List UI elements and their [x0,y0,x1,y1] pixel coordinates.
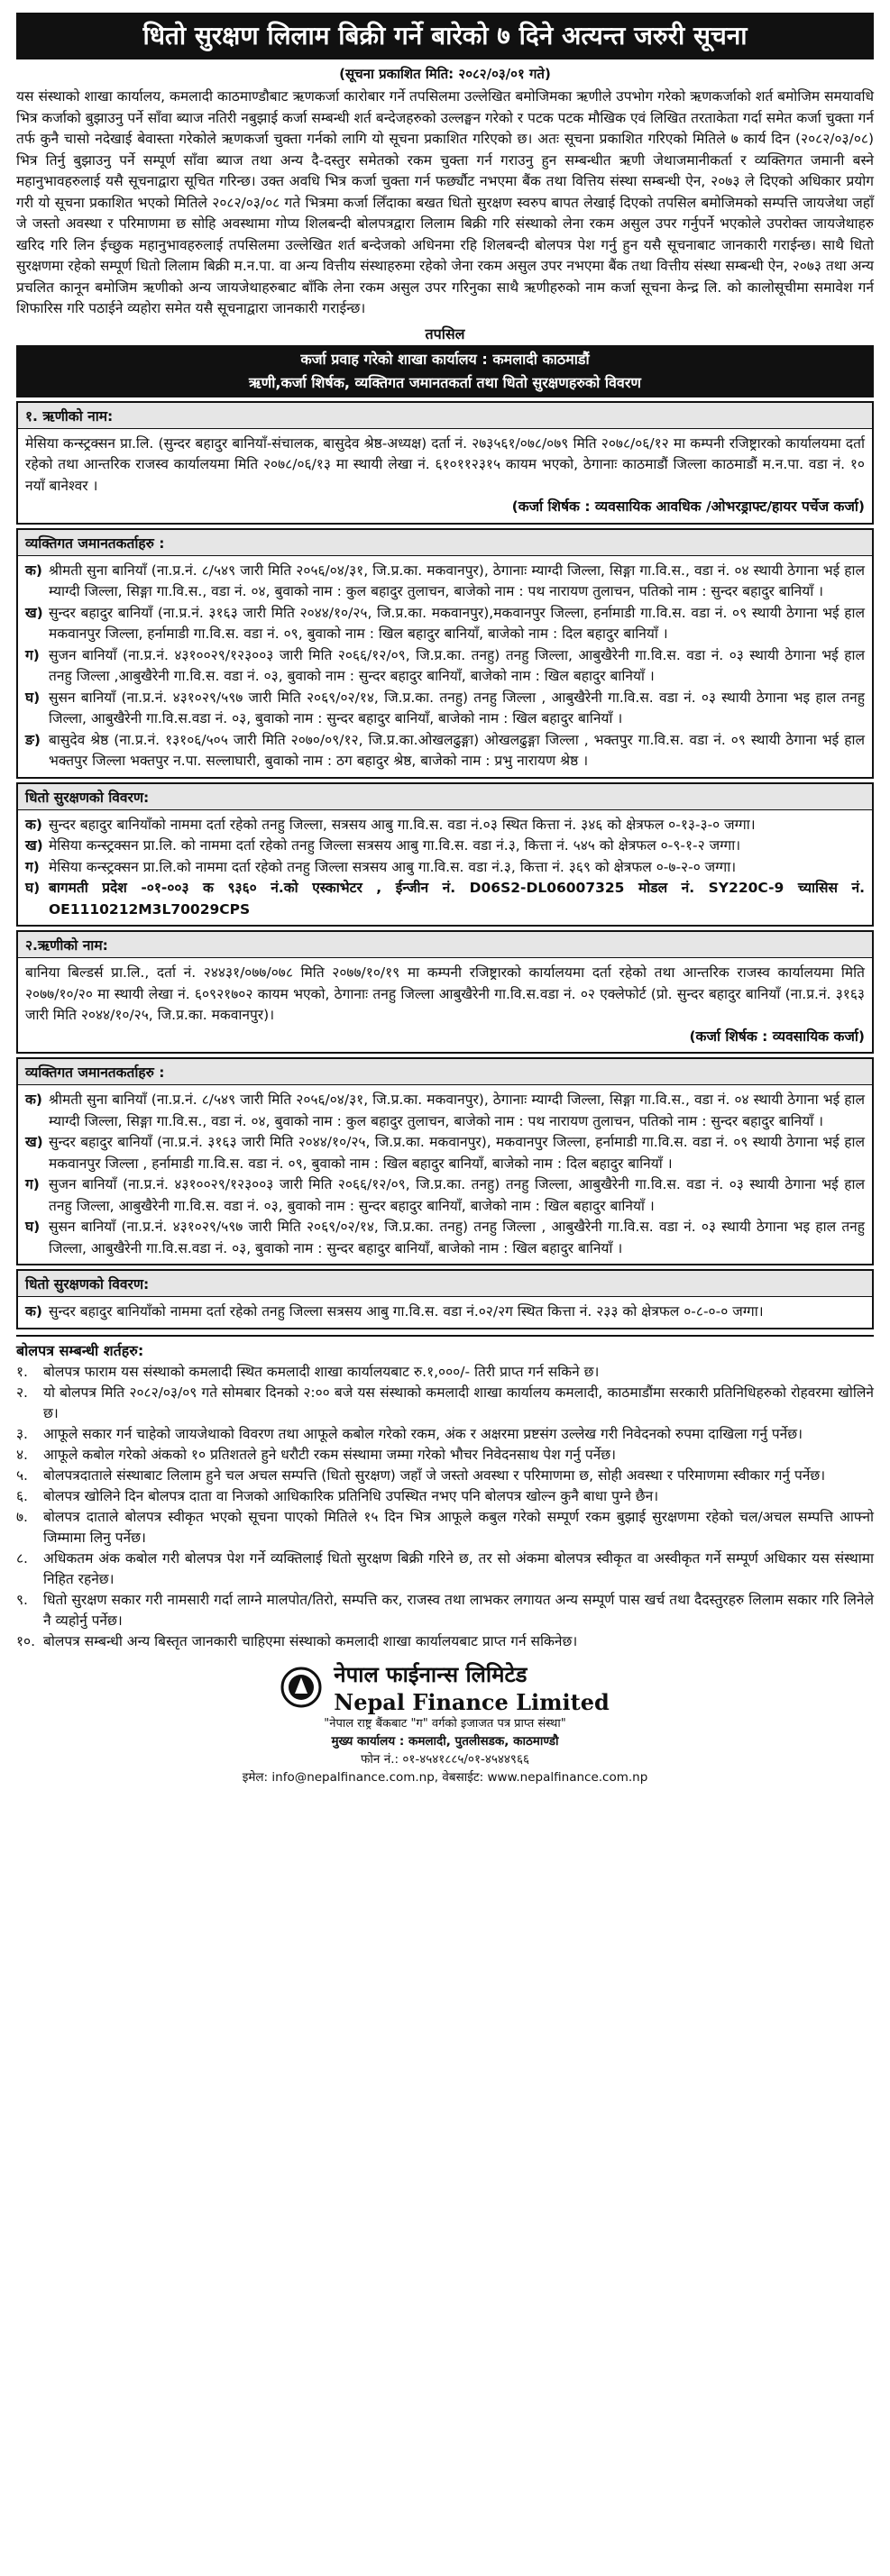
terms-title: बोलपत्र सम्बन्धी शर्तहरु: [16,1335,874,1360]
guarantor-item: ख) सुन्दर बहादुर बानियाँ (ना.प्र.नं. ३१६३ जारी मिति २०४४/१०/२५, जि.प्र.का. मकवानपुर), मकवानपुर जिल्ला, हर्नामाडी गा.वि.स. वडा नं. ०९ स्थायी ठेगाना भई हाल मकवानपुर जिल्ला , हर्नामाडी गा.वि.स. वडा नं. ०९, बुवाको नाम : खिल बहादुर बानियाँ, बाजेको नाम : दिल बहादुर बानियाँ । [25,1134,865,1172]
email-website[interactable]: इमेल: info@nepalfinance.com.np, वेबसाईट: www.nepalfinance.com.np [242,1769,648,1785]
collateral-item: क) सुन्दर बहादुर बानियाँको नाममा दर्ता रहेको तनहु जिल्ला सत्रसय आबु गा.वि.स. वडा नं.०२/२ग स्थित कित्ता नं. २३३ को क्षेत्रफल ०-८-०-० जग्गा। [25,1303,764,1320]
collateral-item: घ) बागमती प्रदेश -०१-००३ क ९३६० नं.को एस्काभेटर , ईन्जीन नं. D06S2-DL06007325 मोडल नं. SY220C-9 च्यासिस नं. OE1110212M3L70029CPS [25,880,865,918]
term-item: ३. आफूले सकार गर्न चाहेको जायजेथाको विवरण तथा आफूले कबोल गरेको रकम, अंक र अक्षरमा प्रष्टसंग उल्लेख गरी निवेदनको रुपमा दाखिला गर्नु पर्नेछ। [16,1425,803,1442]
details-caption: ऋणी,कर्जा शिर्षक, व्यक्तिगत जमानतकर्ता तथा धितो सुरक्षणहरुको विवरण [249,373,641,391]
borrower-2-heading: २.ऋणीको नाम: [18,932,872,958]
borrower-1-box [16,401,874,525]
borrower-1-collateral-box [16,782,874,927]
borrower-1-details: मेसिया कन्स्ट्रक्सन प्रा.लि. (सुन्दर बहादुर बानियाँ-संचालक, बासुदेव श्रेष्ठ-अध्यक्ष) दर्ता नं. २७३५६१/०७८/०७९ मिति २०७८/०६/१२ मा कम्पनी रजिष्ट्रारको कार्यालयमा दर्ता रहेको तथा आन्तरिक राजस्व कार्यालयमा मिति २०७८/०६/१३ मा स्थायी लेखा नं. ६१०११२३१५ कायम भएको, ठेगानाः काठमाडौं जिल्ला काठमाडौं म.न.पा. वडा नं. १० नयाँ बानेश्वर । [25,434,865,494]
branch-office-box [16,345,874,397]
guarantor-item: ङ) बासुदेव श्रेष्ठ (ना.प्र.नं. १३१०६/५०५ जारी मिति २०७०/०९/१२, जि.प्र.का.ओखलढुङ्गा) ओखलढुङ्गा जिल्ला , भक्तपुर गा.वि.स. वडा नं. ०९ स्थायी ठेगाना भई हाल भक्तपुर जिल्ला भक्तपुर न.पा. सल्लाघारी, बुवाको नाम : ठग बहादुर श्रेष्ठ, बाजेको नाम : प्रभु नारायण श्रेष्ठ । [25,731,865,769]
head-office: मुख्य कार्यालय : कमलादी, पुतलीसडक, काठमाण्डौ [331,1733,559,1749]
borrower-2-box [16,930,874,1054]
borrower-2-details: बानिया बिल्डर्स प्रा.लि., दर्ता नं. २४४३१/०७७/०७८ मिति २०७७/१०/१९ मा कम्पनी रजिष्ट्रारको कार्यालयमा दर्ता रहेको तथा आन्तरिक राजस्व कार्यालयमा मिति २०७७/१०/२० मा स्थायी लेखा नं. ६०९२१७०२ कायम भएको, ठेगानाः तनहु जिल्ला आबुखैरेनी गा.वि.स.वडा नं. ०२ एक्लेफोर्ट (प्रो. सुन्दर बहादुर बानियाँ (ना.प्र.नं. ३१६३ जारी मिति २०४४/१०/२५, जि.प्र.का. मकवानपुर)। [25,964,865,1023]
company-name-np: नेपाल फाईनान्स लिमिटेड [334,1661,528,1687]
borrower-2-loan-title: (कर्जा शिर्षक : व्यवसायिक कर्जा) [689,1028,865,1045]
terms-list [16,1362,874,1652]
guarantor-item: ख) सुन्दर बहादुर बानियाँ (ना.प्र.नं. ३१६३ जारी मिति २०४४/१०/२५, जि.प्र.का. मकवानपुर),मकवानपुर जिल्ला, हर्नामाडी गा.वि.स. वडा नं. ०९ स्थायी ठेगाना भई हाल मकवानपुर जिल्ला, हर्नामाडी गा.वि.स. वडा नं. ०९, बुवाको नाम : खिल बहादुर बानियाँ, बाजेको नाम : दिल बहादुर बानियाँ । [25,604,865,642]
term-item: ८. अधिकतम अंक कबोल गरी बोलपत्र पेश गर्ने व्यक्तिलाई धितो सुरक्षण बिक्री गरिने छ, तर सो अंकमा बोलपत्र स्वीकृत वा अस्वीकृत गर्ने सम्पूर्ण अधिकार यस संस्थामा निहित रहनेछ। [16,1549,874,1587]
collateral-item: क) सुन्दर बहादुर बानियाँको नाममा दर्ता रहेको तनहु जिल्ला, सत्रसय आबु गा.वि.स. वडा नं.०३ स्थित कित्ता नं. ३४६ को क्षेत्रफल ०-१३-३-० जग्गा। [25,816,756,833]
borrower-1-guarantor-heading: व्यक्तिगत जमानतकर्ताहरु : [18,530,872,556]
phone-numbers: फोन नं.: ०१-४५४१८८५/०१-४५४४९६६ [361,1751,529,1767]
company-footer [16,1659,874,1786]
term-item: ४. आफूले कबोल गरेको अंकको १० प्रतिशतले हुने धरौटी रकम संस्थामा जम्मा गरेको भौचर निवेदनसाथ पेश गर्नु पर्नेछ। [16,1446,616,1463]
borrower-1-guarantors-box [16,528,874,779]
intro-paragraph: यस संस्थाको शाखा कार्यालय, कमलादी काठमाण्डौबाट ऋणकर्जा कारोबार गर्ने तपसिलमा उल्लेखित बमोजिमका ऋणीले उपभोग गरेको ऋणकर्जाको शर्त बमोजिम समयावधि भित्र कर्जाको बुझाउनु पर्ने साँवा ब्याज नतिरी नबुझाई कर्जा सम्बन्धी शर्त बन्देजहरुको उल्लङ्घन गरेको र पटक पटक मौखिक एवं लिखित तरताकेता गर्दा समेत कर्जा चुक्ता गर्न तर्फ कुनै चासो नदेखाई बेवास्ता गरेकोले ऋणकर्जा चुक्ता गर्नको लागि यो सूचना प्रकाशित गरिएको छ। अतः सूचना प्रकाशित गरिएको मितिले ७ कार्य दिन (२०८२/०३/०८) भित्र तिर्नु बुझाउनु पर्ने सम्पूर्ण साँवा ब्याज तथा अन्य दै-दस्तुर समेतको रकम चुक्ता गर्न गराउनु हुन सम्बन्धीत ऋणी जेथाजमानीकर्ता र व्यक्तिगत जमानी बस्ने महानुभावहरुलाई यसै सूचनाद्वारा सूचित गरिन्छ। उक्त अवधि भित्र कर्जा चुक्ता गर्न फर्छ्यौट नभएमा बैंक तथा वित्तिय संस्था सम्बन्धी ऐन, २०७३ ले दिएको अधिकार प्रयोग गरी यो सूचना प्रकाशित भएको मितिले २०८२/०३/०८ गते भित्रमा कर्जा लिँदाका बखत धितो सुरक्षण स्वरुप बापत लेखाई दिएको तपसिल बमोजिमको सम्पत्ति जायजेथा जहाँ जे जस्तो अवस्था र परिमाणमा छ सोहि अवस्थामा गोप्य शिलबन्दी बोलपत्रद्वारा लिलाम बिक्री गरि संस्थाको लेना रकम असुल उपर गर्नुपर्ने भएकोले उपरोक्त जायजेथाहरु खरिद गरि लिन ईच्छुक महानुभावहरुलाई तपसिलमा उल्लेखित शर्त बन्देजको अधिनमा रहि शिलबन्दी बोलपत्र पेश गर्नु हुन यसै सूचनाबाट जानकारी गराईन्छ। साथै धितो सुरक्षणमा रहेको सम्पूर्ण धितो लिलाम बिक्री म.न.पा. वा अन्य वित्तीय संस्थाहरुमा रहेको जेना रकम असुल उपर नभएमा बैंक तथा वित्तीय संस्था सम्बन्धी ऐन, २०७३ तथा अन्य प्रचलित कानून बमोजिम ऋणीको अन्य जायजेथाहरुबाट बाँकि लेना रकम असुल उपर गरिनुका साथै ऋणीहरुको नाम कर्जा सूचना केन्द्र लि. को कालोसूचीमा समावेश गर्न शिफारिस गरि पठाईने व्यहोरा समेत यसै सूचनाद्वारा जानकारी गराईन्छ। [16,88,874,316]
borrower-1-collateral-heading: धितो सुरक्षणको विवरण: [18,784,872,810]
collateral-item: ग) मेसिया कन्स्ट्रक्सन प्रा.लि.को नाममा दर्ता रहेको तनहु जिल्ला सत्रसय आबु गा.वि.स. वडा नं.३, कित्ता नं. ३६९ को क्षेत्रफल ०-७-२-० जग्गा। [25,858,737,875]
term-item: ५. बोलपत्रदाताले संस्थाबाट लिलाम हुने चल अचल सम्पत्ति (धितो सुरक्षण) जहाँ जे जस्तो अवस्था र परिमाणमा छ, सोही अवस्था र परिमाणमा स्वीकार गर्नु पर्नेछ। [16,1466,826,1484]
company-branding [16,1659,874,1715]
guarantor-item: क) श्रीमती सुना बानियाँ (ना.प्र.नं. ८/५४९ जारी मिति २०५६/०४/३१, जि.प्र.का. मकवानपुर), ठेगानाः म्याग्दी जिल्ला, सिङ्गा गा.वि.स., वडा नं. ०४ स्थायी ठेगाना भई हाल म्याग्दी जिल्ला, सिङ्गा गा.वि.स., वडा नं. ०४, बुवाको नाम : कुल बहादुर तुलाचन, बाजेको नाम : पथ नारायण तुलाचन, पतिको नाम : सुन्दर बहादुर बानियाँ । [25,562,865,599]
term-item: ६. बोलपत्र खोलिने दिन बोलपत्र दाता वा निजको आधिकारिक प्रतिनिधि उपस्थित नभए पनि बोलपत्र खोल्न कुनै बाधा पुग्ने छैन। [16,1487,659,1504]
company-logo-icon [280,1667,322,1708]
borrower-2-guarantors-box [16,1057,874,1265]
branch-office-line: कर्जा प्रवाह गरेको शाखा कार्यालय : कमलादी काठमाडौं [300,350,590,368]
term-item: ७. बोलपत्र दाताले बोलपत्र स्वीकृत भएको सूचना पाएको मितिले १५ दिन भित्र आफूले कबुल गरेको सम्पूर्ण रकम बुझाई सुरक्षणमा रहेको चल/अचल सम्पत्ति आफ्नो जिम्मामा लिनु पर्नेछ। [16,1508,874,1546]
guarantor-item: ग) सुजन बानियाँ (ना.प्र.नं. ४३१००२९/१२३००३ जारी मिति २०६६/१२/०९, जि.प्र.का. तनहु) तनहु जिल्ला, आबुखैरेनी गा.वि.स. वडा नं. ०३ स्थायी ठेगाना भई हाल तनहु जिल्ला, आबुखैरेनी गा.वि.स. वडा नं. ०३, बुवाको नाम : सुन्दर बहादुर बानियाँ, बाजेको नाम : खिल बहादुर बानियाँ । [25,1176,865,1214]
guarantor-item: क) श्रीमती सुना बानियाँ (ना.प्र.नं. ८/५४९ जारी मिति २०५६/०४/३१, जि.प्र.का. मकवानपुर), ठेगानाः म्याग्दी जिल्ला, सिङ्गा गा.वि.स., वडा नं. ०४ स्थायी ठेगाना भई हाल म्याग्दी जिल्ला, सिङ्गा गा.वि.स., वडा नं. ०४, बुवाको नाम : कुल बहादुर तुलाचन, बाजेको नाम : पथ नारायण तुलाचन, पतिको नाम : सुन्दर बहादुर बानियाँ । [25,1092,865,1129]
term-item: १. बोलपत्र फाराम यस संस्थाको कमलादी स्थित कमलादी शाखा कार्यालयबाट रु.१,०००/- तिरी प्राप्त गर्न सकिने छ। [16,1363,600,1380]
published-date: (सूचना प्रकाशित मिति: २०८२/०३/०१ गते) [339,66,551,82]
company-name-en: Nepal Finance Limited [334,1688,610,1715]
borrower-1-heading: १. ऋणीको नाम: [18,403,872,429]
guarantor-item: घ) सुसन बानियाँ (ना.प्र.नं. ४३१०२९/५९७ जारी मिति २०६९/०२/१४, जि.प्र.का. तनहु) तनहु जिल्ला , आबुखैरेनी गा.वि.स. वडा नं. ०३ स्थायी ठेगाना भइ हाल तनहु जिल्ला, आबुखैरेनी गा.वि.स.वडा नं. ०३, बुवाको नाम : सुन्दर बहादुर बानियाँ, बाजेको नाम : खिल बहादुर बानियाँ । [25,689,865,726]
borrower-1-loan-title: (कर्जा शिर्षक : व्यवसायिक आवधिक /ओभरड्राफ्ट/हायर पर्चेज कर्जा) [511,498,865,515]
notice-page [16,13,874,2536]
borrower-2-guarantor-heading: व्यक्तिगत जमानतकर्ताहरु : [18,1059,872,1085]
term-item: ९. धितो सुरक्षण सकार गरी नामसारी गर्दा लाग्ने मालपोत/तिरो, सम्पत्ति कर, राजस्व तथा लाभकर लगायत अन्य सम्पूर्ण पास खर्च तथा दैदस्तुरहरु लिलाम सकार गरि लिनेले नै व्यहोर्नु पर्नेछ। [16,1591,874,1629]
guarantor-item: ग) सुजन बानियाँ (ना.प्र.नं. ४३१००२९/१२३००३ जारी मिति २०६६/१२/०९, जि.प्र.का. तनहु) तनहु जिल्ला, आबुखैरेनी गा.वि.स. वडा नं. ०३ स्थायी ठेगाना भई हाल तनहु जिल्ला ,आबुखैरेनी गा.वि.स. वडा नं. ०३, बुवाको नाम : सुन्दर बहादुर बानियाँ, बाजेको नाम : खिल बहादुर बानियाँ । [25,646,865,684]
collateral-item: ख) मेसिया कन्स्ट्रक्सन प्रा.लि. को नाममा दर्ता रहेको तनहु जिल्ला सत्रसय आबु गा.वि.स. वडा नं.३, कित्ता नं. ५४५ को क्षेत्रफल ०-९-१-२ जग्गा। [25,837,741,854]
borrower-2-collateral-box [16,1269,874,1329]
term-item: २. यो बोलपत्र मिति २०८२/०३/०९ गते सोमबार दिनको २:०० बजे यस संस्थाको कमलादी शाखा कार्यालय कमलादी, काठमाडौंमा सरकारी प्रतिनिधिहरुको रोहवरमा खोलिने छ। [16,1384,874,1421]
term-item: १०. बोलपत्र सम्बन्धी अन्य बिस्तृत जानकारी चाहिएमा संस्थाको कमलादी शाखा कार्यालयबाट प्राप्त गर्न सकिनेछ। [16,1632,578,1649]
guarantor-item: घ) सुसन बानियाँ (ना.प्र.नं. ४३१०२९/५९७ जारी मिति २०६९/०२/१४, जि.प्र.का. तनहु) तनहु जिल्ला , आबुखैरेनी गा.वि.स. वडा नं. ०३ स्थायी ठेगाना भइ हाल तनहु जिल्ला, आबुखैरेनी गा.वि.स.वडा नं. ०३, बुवाको नाम : सुन्दर बहादुर बानियाँ, बाजेको नाम : खिल बहादुर बानियाँ । [25,1219,865,1256]
license-tagline: "नेपाल राष्ट्र बैंकबाट "ग" वर्गको इजाजत पत्र प्राप्त संस्था" [324,1716,566,1731]
notice-title: धितो सुरक्षण लिलाम बिक्री गर्ने बारेको ७ दिने अत्यन्त जरुरी सूचना [16,13,874,59]
borrower-2-collateral-heading: धितो सुरक्षणको विवरण: [18,1271,872,1297]
tapasil-label: तपसिल [425,324,465,343]
